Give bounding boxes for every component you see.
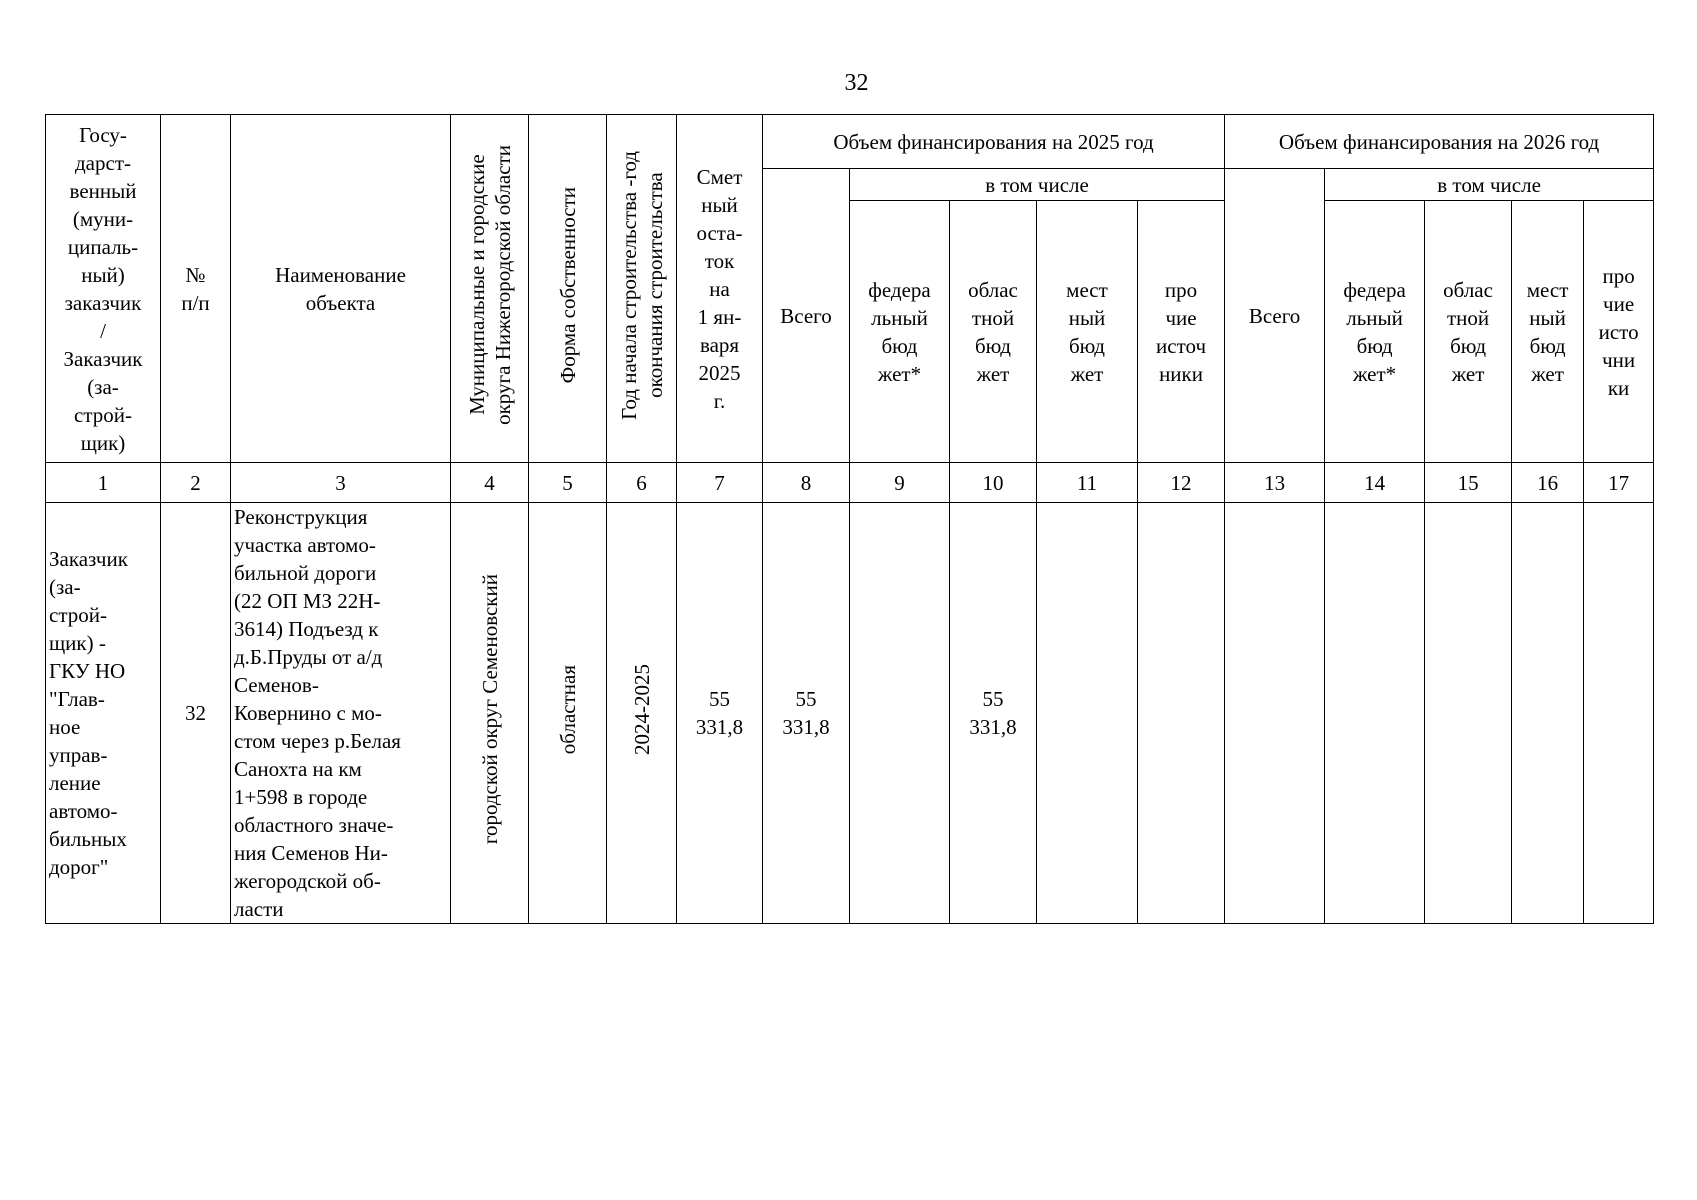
cell-federal-2025: [850, 503, 950, 924]
cell-municipality: городской округ Семеновский: [477, 574, 502, 845]
cell-local-2025: [1037, 503, 1138, 924]
cell-regional-2025: 55 331,8: [950, 503, 1037, 924]
col-number: 17: [1584, 463, 1654, 503]
col-number: 8: [763, 463, 850, 503]
header-funding-2025: Объем финансирования на 2025 год: [763, 115, 1225, 169]
header-customer: Госу- дарст- венный (муни- ципаль- ный) заказчик / Заказчик (за- строй- щик): [46, 115, 161, 463]
col-number: 15: [1425, 463, 1512, 503]
col-number: 6: [607, 463, 677, 503]
col-number: 13: [1225, 463, 1325, 503]
cell-regional-2026: [1425, 503, 1512, 924]
cell-ownership-wrap: [529, 503, 607, 924]
header-total-2026: Всего: [1225, 169, 1325, 463]
header-regional-2026: облас тной бюд жет: [1425, 201, 1512, 463]
header-regional-2025: облас тной бюд жет: [950, 201, 1037, 463]
header-local-2025: мест ный бюд жет: [1037, 201, 1138, 463]
header-years-cell: [607, 115, 677, 463]
header-municipality: Муниципальные и городские округа Нижегородской области: [464, 145, 515, 425]
cell-federal-2026: [1325, 503, 1425, 924]
header-local-2026: мест ный бюд жет: [1512, 201, 1584, 463]
cell-municipality-wrap: [451, 503, 529, 924]
cell-years-wrap: [607, 503, 677, 924]
cell-total-2025: 55 331,8: [763, 503, 850, 924]
column-number-row: [46, 463, 1654, 503]
financing-table: [45, 114, 1654, 924]
col-number: 7: [677, 463, 763, 503]
col-number: 11: [1037, 463, 1138, 503]
header-other-2025: про чие источ ники: [1138, 201, 1225, 463]
header-ownership-cell: [529, 115, 607, 463]
header-ownership: Форма собственности: [555, 186, 580, 384]
page-number: 32: [844, 70, 869, 96]
header-municipality-cell: [451, 115, 529, 463]
cell-object-name: Реконструкция участка автомо- бильной дороги (22 ОП МЗ 22Н- 3614) Подъезд к д.Б.Пруды от а/д Семенов- Ковернино с мо- стом через р.Белая Санохта на км 1+598 в городе областного значе- ния Семенов Ни- жегородской об- ласти: [231, 503, 451, 924]
cell-estimate-balance: 55 331,8: [677, 503, 763, 924]
cell-customer: Заказчик (за- строй- щик) - ГКУ НО "Глав- ное управ- ление автомо- бильных дорог": [46, 503, 161, 924]
col-number: 3: [231, 463, 451, 503]
col-number: 16: [1512, 463, 1584, 503]
col-number: 10: [950, 463, 1037, 503]
header-object-name: Наименование объекта: [231, 115, 451, 463]
cell-years: 2024-2025: [629, 664, 654, 755]
header-total-2025: Всего: [763, 169, 850, 463]
header-other-2026: про чие исто чни ки: [1584, 201, 1654, 463]
header-funding-2026: Объем финансирования на 2026 год: [1225, 115, 1654, 169]
cell-ownership: областная: [555, 664, 580, 755]
col-number: 2: [161, 463, 231, 503]
cell-other-2026: [1584, 503, 1654, 924]
col-number: 14: [1325, 463, 1425, 503]
col-number: 4: [451, 463, 529, 503]
header-including-2026: в том числе: [1325, 169, 1654, 201]
col-number: 9: [850, 463, 950, 503]
col-number: 12: [1138, 463, 1225, 503]
cell-other-2025: [1138, 503, 1225, 924]
header-including-2025: в том числе: [850, 169, 1225, 201]
col-number: 1: [46, 463, 161, 503]
header-federal-2025: федера льный бюд жет*: [850, 201, 950, 463]
header-row-no: № п/п: [161, 115, 231, 463]
header-estimate-balance: Смет ный оста- ток на 1 ян- варя 2025 г.: [677, 115, 763, 463]
header-years: Год начала строительства -год окончания строительства: [616, 150, 667, 420]
table-row: [46, 503, 1654, 924]
col-number: 5: [529, 463, 607, 503]
cell-local-2026: [1512, 503, 1584, 924]
cell-row-no: 32: [161, 503, 231, 924]
cell-total-2026: [1225, 503, 1325, 924]
header-federal-2026: федера льный бюд жет*: [1325, 201, 1425, 463]
